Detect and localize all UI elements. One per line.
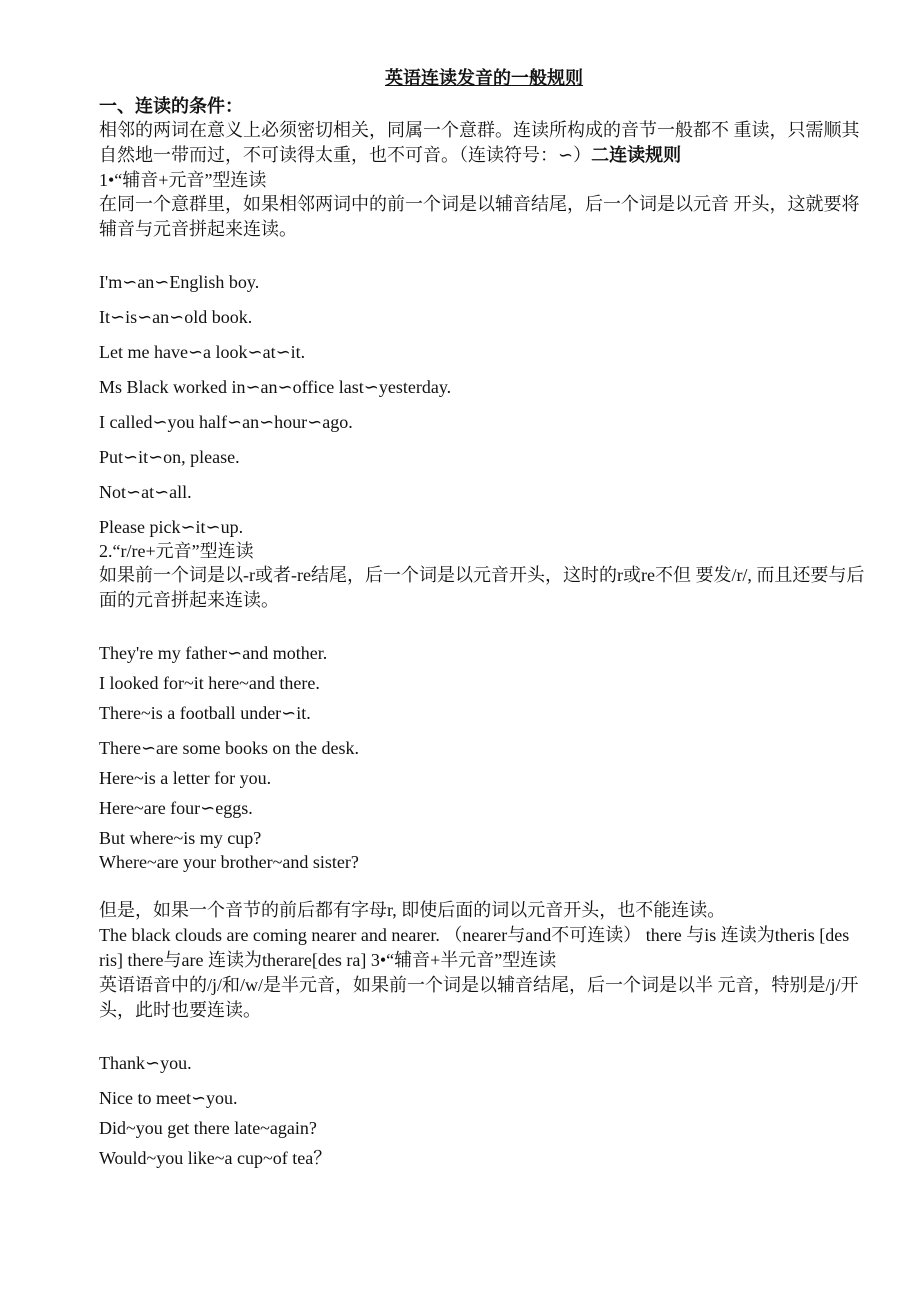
example-line: Please pick∽it∽up. <box>99 517 244 537</box>
example-line: But where~is my cup? <box>99 828 262 848</box>
section1-close: ） <box>573 145 592 165</box>
section1-text: 相邻的两词在意义上必须密切相关，同属一个意群。连读所构成的音节一般都不 重读，只需顺其自然地一带而过，不可读得太重，也不可音。（连读符号： <box>99 120 860 165</box>
section1-body <box>99 118 869 168</box>
example-line: Not∽at∽all. <box>99 482 192 502</box>
example-line: Ms Black worked in∽an∽office last∽yesterday. <box>99 377 452 397</box>
section1-heading: 一、连读的条件： <box>99 96 243 116</box>
example-line: I called∽you half∽an∽hour∽ago. <box>99 412 353 432</box>
example-line: They're my father∽and mother. <box>99 643 328 663</box>
rule2-heading: 2.“r/re+元音”型连读 <box>99 541 254 561</box>
rule1-heading: 1•“辅音+元音”型连读 <box>99 170 267 190</box>
rule2-desc: 如果前一个词是以-r或者-re结尾，后一个词是以元音开头，这时的r或re不但 要发/r/, 而且还要与后面的元音拼起来连读。 <box>99 565 865 610</box>
example-line: There∽are some books on the desk. <box>99 738 360 758</box>
document-page <box>99 66 869 1170</box>
section2-heading: 二连读规则 <box>591 145 682 165</box>
example-line: Did~you get there late~again? <box>99 1118 317 1138</box>
example-line: Thank∽you. <box>99 1053 192 1073</box>
rule2-exception: 但是，如果一个音节的前后都有字母r, 即使后面的词以元音开头，也不能连读。 <box>99 900 726 920</box>
example-line: It∽is∽an∽old book. <box>99 307 253 327</box>
example-line: I'm∽an∽English boy. <box>99 272 260 292</box>
example-line: Let me have∽a look∽at∽it. <box>99 342 306 362</box>
example-line: Here~are four∽eggs. <box>99 798 253 818</box>
example-line: I looked for~it here~and there. <box>99 673 320 693</box>
page-title: 英语连读发音的一般规则 <box>385 68 583 88</box>
example-line: Would~you like~a cup~of tea？ <box>99 1148 332 1168</box>
example-line: Nice to meet∽you. <box>99 1088 238 1108</box>
example-line: Put∽it∽on, please. <box>99 447 240 467</box>
liaison-symbol: ∽ <box>558 145 574 165</box>
rule2-note: The black clouds are coming nearer and nearer. （nearer与and不可连读） there 与is 连读为theris [des ris] there与are 连读为therare[des ra] 3•“辅音+半元音”型连读 <box>99 925 850 970</box>
example-line: Where~are your brother~and sister? <box>99 852 359 872</box>
example-line: Here~is a letter for you. <box>99 768 272 788</box>
rule3-desc: 英语语音中的/j/和/w/是半元音，如果前一个词是以辅音结尾，后一个词是以半 元音，特别是/j/开头，此时也要连读。 <box>99 975 859 1020</box>
rule1-desc: 在同一个意群里，如果相邻两词中的前一个词是以辅音结尾，后一个词是以元音 开头，这就要将辅音与元音拼起来连读。 <box>99 194 860 239</box>
example-line: There~is a football under∽it. <box>99 703 311 723</box>
